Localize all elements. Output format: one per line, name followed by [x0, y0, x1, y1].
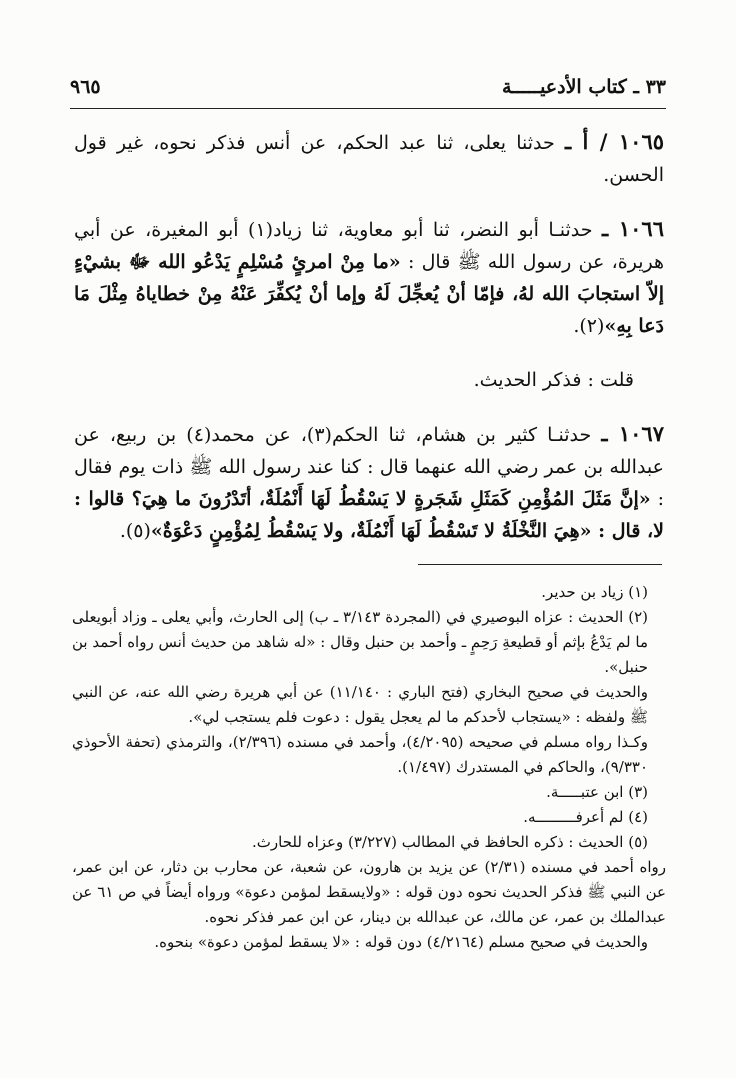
- footnote: (٥) الحديث : ذكره الحافظ في المطالب (٣/٢٢٧) وعزاه للحارث.: [252, 833, 648, 851]
- footnote: (٤) لم أعرفـــــــــه.: [523, 808, 648, 826]
- footnote: رواه أحمد في مسنده (٢/٣١) عن يزيد بن هارون، عن شعبة، عن محارب بن دثار، عن ابن عمر، عن النبي ﷺ فذكر الحديث نحوه دون قوله : «ولايسقط لمؤمن دعوة» ورواه أيضاً في ص ٦١ عن عبدالملك بن عمر، عن مالك، عن عبدالله بن دينار، عن ابن عمر فذكر نحوه.: [72, 858, 666, 926]
- editor-note: قلت : فذكر الحديث.: [473, 369, 634, 391]
- page-header: [70, 72, 666, 109]
- footnotes: [72, 580, 666, 955]
- main-text: [74, 126, 664, 569]
- hadith-isnad: حدثنـا كثير بن هشام، ثنا الحكم(٣)، عن محمد(٤) بن ربيع، عن عبدالله بن عمر رضي الله عنهما قال : كنا عند رسول الله ﷺ ذات يوم فقال :: [74, 424, 664, 510]
- hadith-1067: [74, 418, 664, 547]
- footnote-ref: (٥).: [119, 520, 151, 542]
- footnote: (٣) ابن عتبـــــة.: [546, 783, 648, 801]
- page-number: ٩٦٥: [70, 76, 101, 98]
- footnote-separator: [418, 564, 662, 565]
- chapter-title: ٣٣ ـ كتاب الأدعيـــــة: [502, 76, 666, 98]
- hadith-quote: «إنَّ مَثَلَ المُؤْمِنِ كَمَثَلِ شَجَرةٍ لا يَسْقُطُ لَهَا أَنْمُلَةٌ، أتَدْرُونَ ما هِيَ؟ قالوا : لا، قال : «هِيَ النَّخْلَةُ لا تَسْقُطُ لَهَا أَنْمُلَةٌ، ولا يَسْقُطُ لِمُؤْمِنٍ دَعْوَةٌ»: [74, 488, 664, 542]
- footnote: (١) زياد بن حدير.: [541, 583, 648, 601]
- footnote: وكـذا رواه مسلم في صحيحه (٤/٢٠٩٥)، وأحمد في مسنده (٢/٣٩٦)، والترمذي (تحفة الأحوذي ٩/٣٣٠)، والحاكم في المستدرك (١/٤٩٧).: [72, 733, 649, 776]
- footnote: والحديث في صحيح مسلم (٤/٢١٦٤) دون قوله : «لا يسقط لمؤمن دعوة» بنحوه.: [154, 933, 648, 951]
- hadith-isnad: حدثنـا أبو النضر، ثنا أبو معاوية، ثنا زياد(١) أبو المغيرة، عن أبي هريرة، عن رسول الله ﷺ قال :: [74, 219, 665, 273]
- footnote: (٢) الحديث : عزاه البوصيري في (المجردة ٣/١٤٣ ـ ب) إلى الحارث، وأبي يعلى ـ وزاد أبويعلى ما لم يَدْعُ بإثم أو قطيعةِ رَحِمٍ ـ وأحمد بن حنبل وقال : «له شاهد من حديث أنس رواه أحمد بن حنبل».: [72, 608, 648, 676]
- hadith-number: ١٠٦٦ ـ: [601, 216, 664, 241]
- footnote-ref: (٢).: [573, 315, 605, 337]
- footnote: والحديث في صحيح البخاري (فتح الباري : ١١/١٤٠) عن أبي هريرة رضي الله عنه، عن النبي ﷺ ولفظه : «يستجاب لأحدكم ما لم يعجل يقول : دعوت فلم يستجب لي».: [72, 683, 648, 726]
- hadith-1065: [74, 126, 664, 191]
- hadith-text: حدثنا يعلى، ثنا عبد الحكم، عن أنس فذكر نحوه، غير قول الحسن.: [74, 132, 664, 186]
- hadith-number: ١٠٦٥ / أ ـ: [564, 129, 665, 154]
- hadith-quote: «ما مِنْ امرئٍ مُسْلِمٍ يَدْعُو الله ﷻ بشيْءٍ إلاّ استجابَ الله لهُ، فإمّا أنْ يُعجِّلَ لَهُ وإما أنْ يُكفِّرَ عَنْهُ مِنْ خطاياهُ مِثْلَ مَا دَعا بِهِ»: [74, 251, 664, 337]
- hadith-1066: [74, 213, 664, 342]
- hadith-number: ١٠٦٧ ـ: [601, 421, 664, 446]
